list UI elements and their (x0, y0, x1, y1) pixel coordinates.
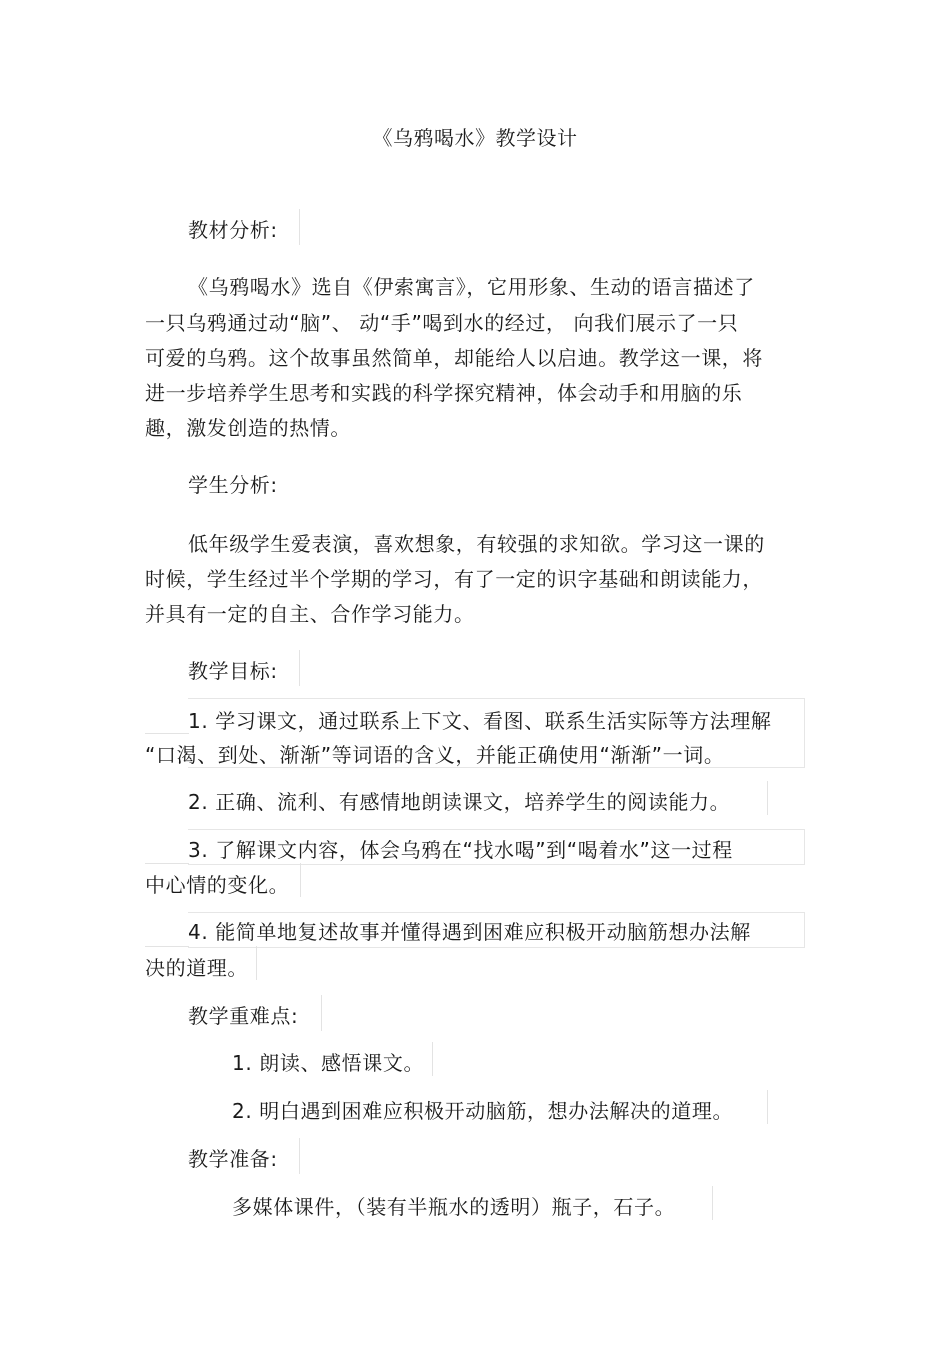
scan-mark (712, 1186, 713, 1220)
scan-mark (767, 1090, 768, 1124)
scan-mark (767, 781, 768, 815)
key-point-2: 2. 明白遇到困难应积极开动脑筋，想办法解决的道理。 (232, 1099, 734, 1123)
section-heading-material-analysis: 教材分析: (188, 218, 278, 242)
section-heading-student-analysis: 学生分析: (188, 473, 278, 497)
scan-mark (300, 863, 301, 897)
scan-mark (145, 946, 189, 947)
scan-mark (256, 946, 257, 980)
goal-item-1: 1. 学习课文，通过联系上下文、看图、联系生活实际等方法理解 (188, 709, 772, 733)
scan-mark (145, 863, 189, 864)
paragraph-line: 时候，学生经过半个学期的学习，有了一定的识字基础和朗读能力， (145, 567, 763, 591)
preparation-text: 多媒体课件，（装有半瓶水的透明）瓶子，石子。 (232, 1195, 676, 1219)
goal-item-3-continued: 中心情的变化。 (145, 873, 290, 897)
paragraph-line: 并具有一定的自主、合作学习能力。 (145, 602, 475, 626)
goal-item-4: 4. 能简单地复述故事并懂得遇到困难应积极开动脑筋想办法解 (188, 920, 751, 944)
paragraph-line: 一只乌鸦通过动“脑”、 动“手”喝到水的经过， 向我们展示了一只 (145, 311, 739, 335)
paragraph-line: 进一步培养学生思考和实践的科学探究精神，体会动手和用脑的乐 (145, 381, 743, 405)
scan-mark (299, 1138, 300, 1174)
document-title: 《乌鸦喝水》教学设计 (372, 126, 578, 150)
paragraph-line: 趣，激发创造的热情。 (145, 416, 351, 440)
paragraph-line: 低年级学生爱表演，喜欢想象，有较强的求知欲。学习这一课的 (188, 532, 765, 556)
section-heading-preparation: 教学准备: (188, 1147, 278, 1171)
scan-mark (432, 1042, 433, 1076)
key-point-1: 1. 朗读、感悟课文。 (232, 1051, 425, 1075)
paragraph-line: 可爱的乌鸦。这个故事虽然简单，却能给人以启迪。教学这一课，将 (145, 346, 763, 370)
scan-mark (299, 209, 300, 245)
goal-item-1-continued: “口渴、到处、渐渐”等词语的含义，并能正确使用“渐渐”一词。 (145, 743, 725, 767)
section-heading-teaching-goals: 教学目标: (188, 659, 278, 683)
goal-item-3: 3. 了解课文内容，体会乌鸦在“找水喝”到“喝着水”这一过程 (188, 838, 733, 862)
paragraph-line: 《乌鸦喝水》选自《伊索寓言》，它用形象、生动的语言描述了 (188, 275, 755, 299)
scan-mark (299, 650, 300, 686)
goal-item-4-continued: 决的道理。 (145, 956, 248, 980)
goal-item-2: 2. 正确、流利、有感情地朗读课文，培养学生的阅读能力。 (188, 790, 731, 814)
scan-mark (321, 995, 322, 1031)
scan-mark (145, 733, 189, 734)
section-heading-key-points: 教学重难点: (188, 1004, 299, 1028)
